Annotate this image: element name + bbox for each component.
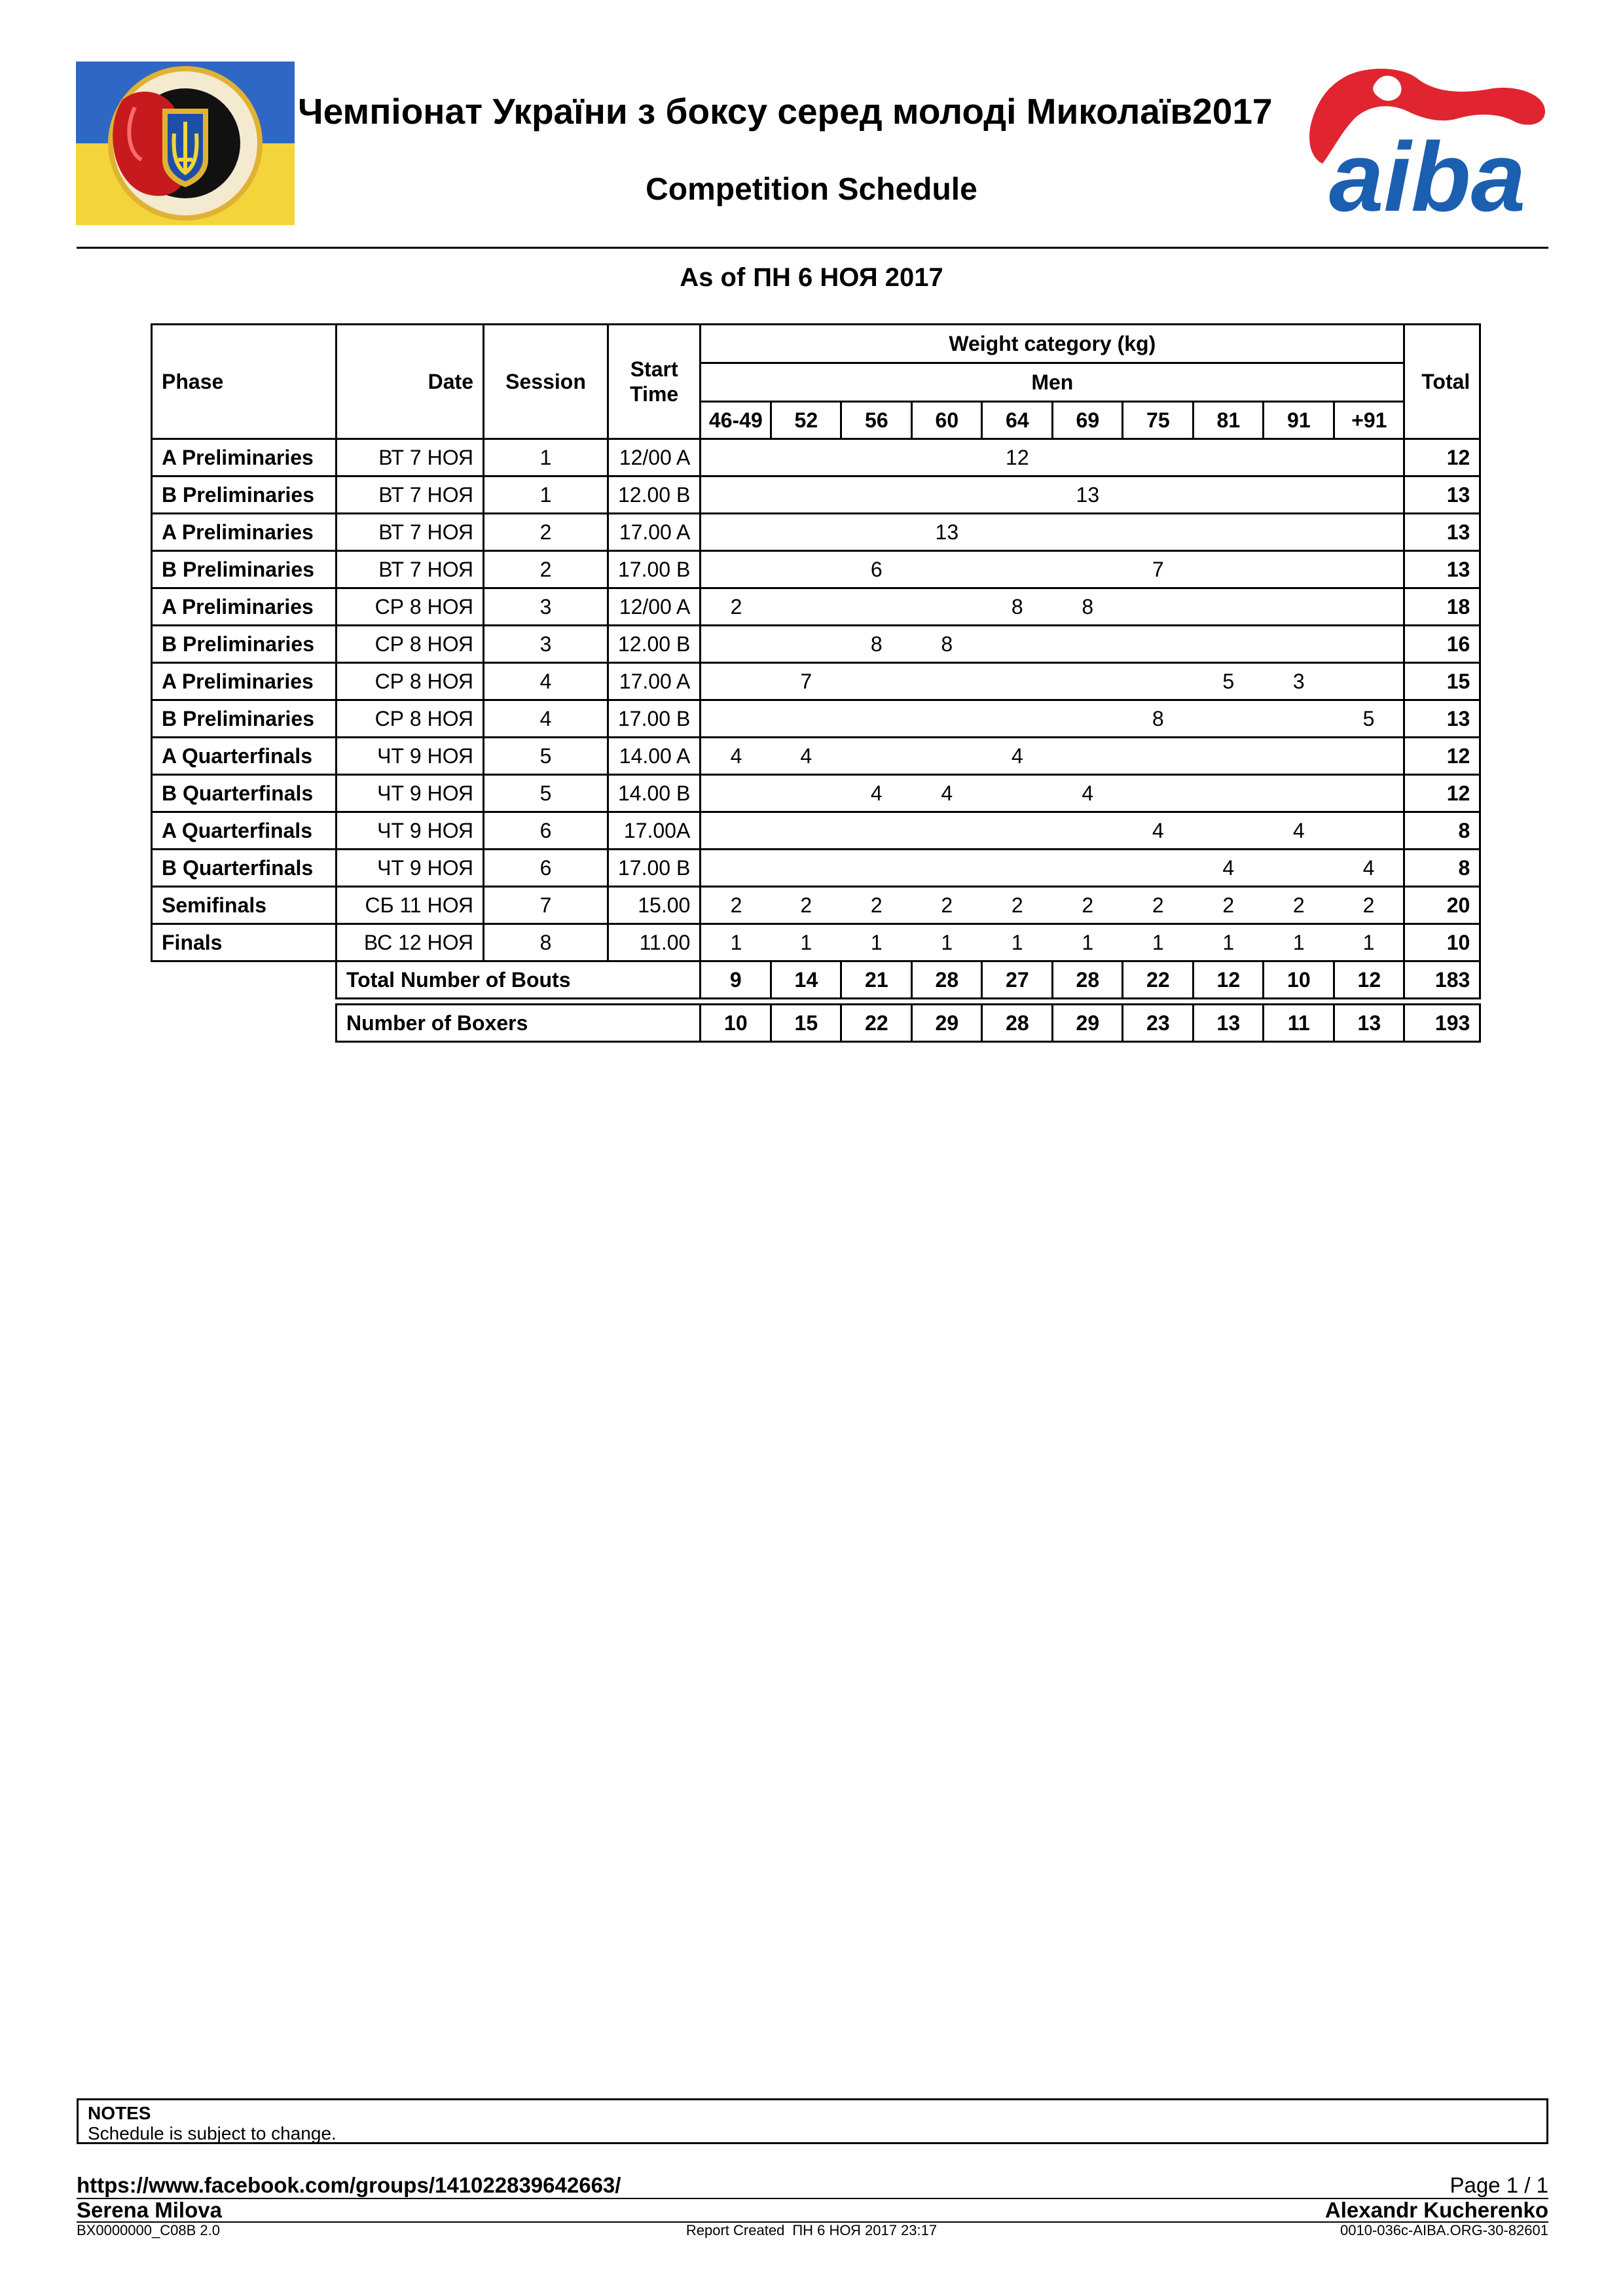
weight-header: 75 — [1123, 402, 1194, 439]
bout-count-cell — [1264, 514, 1334, 551]
blank-cell — [152, 999, 337, 1005]
phase-cell: A Preliminaries — [152, 439, 337, 476]
weight-header: 56 — [841, 402, 912, 439]
weight-header: 52 — [771, 402, 841, 439]
row-total-cell: 16 — [1404, 626, 1480, 663]
bout-count-cell — [841, 850, 912, 887]
document-title: Чемпіонат України з боксу серед молоді Миколаїв2017 — [298, 91, 1273, 132]
bout-count-cell: 13 — [1053, 476, 1123, 514]
row-total-cell: 12 — [1404, 775, 1480, 812]
bout-count-cell — [1123, 850, 1194, 887]
bout-count-cell — [841, 738, 912, 775]
date-cell: СР 8 НОЯ — [337, 663, 484, 700]
bout-count-cell — [982, 850, 1053, 887]
bout-count-cell — [1123, 626, 1194, 663]
bout-count-cell — [1053, 663, 1123, 700]
bout-count-cell — [1264, 626, 1334, 663]
schedule-row — [152, 588, 1480, 626]
bout-count-cell — [771, 775, 841, 812]
bout-count-cell: 2 — [1194, 887, 1264, 924]
start-time-cell: 17.00 A — [608, 514, 701, 551]
bout-count-cell — [771, 588, 841, 626]
header-start-time: Start Time — [608, 325, 701, 439]
bout-count-cell: 8 — [841, 626, 912, 663]
bout-count-cell: 2 — [982, 887, 1053, 924]
row-total-cell: 13 — [1404, 514, 1480, 551]
date-cell: ЧТ 9 НОЯ — [337, 775, 484, 812]
date-cell: СР 8 НОЯ — [337, 700, 484, 738]
phase-cell: A Preliminaries — [152, 663, 337, 700]
start-time-cell: 12/00 A — [608, 588, 701, 626]
summary-label: Total Number of Bouts — [337, 961, 701, 999]
schedule-row — [152, 738, 1480, 775]
bout-count-cell — [912, 738, 982, 775]
bout-count-cell — [1053, 738, 1123, 775]
bout-count-cell — [841, 700, 912, 738]
phase-cell: A Preliminaries — [152, 514, 337, 551]
bout-count-cell — [701, 626, 771, 663]
bout-count-cell — [1334, 626, 1404, 663]
bout-count-cell: 4 — [982, 738, 1053, 775]
start-time-cell: 17.00A — [608, 812, 701, 850]
report-created-date: ПН 6 НОЯ 2017 23:17 — [792, 2222, 938, 2238]
bout-count-cell — [841, 588, 912, 626]
header-weight-category: Weight category (kg) — [701, 325, 1404, 363]
footer-right-name: Alexandr Kucherenko — [1324, 2198, 1548, 2222]
summary-count-cell: 28 — [982, 1005, 1053, 1042]
start-time-cell: 12.00 B — [608, 476, 701, 514]
footer-left-name: Serena Milova — [77, 2198, 222, 2222]
report-created-label: Report Created — [685, 2222, 785, 2238]
bout-count-cell: 1 — [1194, 924, 1264, 961]
bout-count-cell: 2 — [1334, 887, 1404, 924]
row-total-cell: 8 — [1404, 850, 1480, 887]
bout-count-cell — [1194, 476, 1264, 514]
bout-count-cell — [982, 812, 1053, 850]
row-total-cell: 8 — [1404, 812, 1480, 850]
session-cell: 2 — [484, 551, 608, 588]
bout-count-cell — [771, 514, 841, 551]
summary-count-cell: 22 — [841, 1005, 912, 1042]
bout-count-cell — [1264, 850, 1334, 887]
weight-header: 60 — [912, 402, 982, 439]
bout-count-cell: 1 — [982, 924, 1053, 961]
row-total-cell: 18 — [1404, 588, 1480, 626]
row-total-cell: 20 — [1404, 887, 1480, 924]
bout-count-cell — [982, 663, 1053, 700]
weight-header: +91 — [1334, 402, 1404, 439]
bout-count-cell — [912, 588, 982, 626]
bout-count-cell: 2 — [701, 588, 771, 626]
row-total-cell: 12 — [1404, 738, 1480, 775]
bout-count-cell: 2 — [1123, 887, 1194, 924]
bout-count-cell — [1123, 514, 1194, 551]
bout-count-cell: 2 — [912, 887, 982, 924]
bout-count-cell — [1194, 588, 1264, 626]
bout-count-cell: 8 — [912, 626, 982, 663]
blank-cell — [152, 961, 337, 999]
summary-count-cell: 27 — [982, 961, 1053, 999]
session-cell: 6 — [484, 812, 608, 850]
schedule-row — [152, 439, 1480, 476]
bout-count-cell — [1053, 850, 1123, 887]
bout-count-cell — [701, 700, 771, 738]
date-cell: ЧТ 9 НОЯ — [337, 738, 484, 775]
schedule-row — [152, 626, 1480, 663]
phase-cell: Finals — [152, 924, 337, 961]
schedule-summary — [152, 961, 1480, 1042]
bout-count-cell — [982, 476, 1053, 514]
bout-count-cell: 5 — [1194, 663, 1264, 700]
date-cell: ВС 12 НОЯ — [337, 924, 484, 961]
bout-count-cell — [982, 626, 1053, 663]
as-of-line — [0, 263, 1623, 293]
bout-count-cell — [701, 850, 771, 887]
bout-count-cell — [1053, 439, 1123, 476]
start-time-cell: 12.00 B — [608, 626, 701, 663]
bout-count-cell — [701, 439, 771, 476]
session-cell: 6 — [484, 850, 608, 887]
bout-count-cell — [1053, 626, 1123, 663]
phase-cell: B Preliminaries — [152, 551, 337, 588]
weight-header: 81 — [1194, 402, 1264, 439]
bout-count-cell — [771, 476, 841, 514]
notes-title: NOTES — [88, 2103, 151, 2123]
aiba-logo — [1303, 65, 1552, 216]
bout-count-cell — [1264, 700, 1334, 738]
session-cell: 1 — [484, 476, 608, 514]
bout-count-cell — [1123, 738, 1194, 775]
bout-count-cell — [771, 626, 841, 663]
bout-count-cell: 4 — [701, 738, 771, 775]
bout-count-cell — [1123, 439, 1194, 476]
session-cell: 3 — [484, 626, 608, 663]
bout-count-cell: 8 — [1053, 588, 1123, 626]
row-total-cell: 12 — [1404, 439, 1480, 476]
bout-count-cell — [1264, 551, 1334, 588]
date-cell: ВТ 7 НОЯ — [337, 551, 484, 588]
bout-count-cell — [1264, 439, 1334, 476]
header-gender: Men — [701, 363, 1404, 402]
bout-count-cell: 7 — [771, 663, 841, 700]
start-time-cell: 17.00 A — [608, 663, 701, 700]
session-cell: 5 — [484, 775, 608, 812]
header-phase: Phase — [152, 325, 337, 439]
start-time-cell: 17.00 B — [608, 850, 701, 887]
as-of-date: ПН 6 НОЯ 2017 — [753, 263, 943, 292]
summary-count-cell: 11 — [1264, 1005, 1334, 1042]
date-cell: ВТ 7 НОЯ — [337, 514, 484, 551]
bout-count-cell — [982, 514, 1053, 551]
bout-count-cell — [841, 476, 912, 514]
bout-count-cell — [1194, 514, 1264, 551]
bout-count-cell: 4 — [1123, 812, 1194, 850]
session-cell: 4 — [484, 663, 608, 700]
bout-count-cell: 2 — [1053, 887, 1123, 924]
bout-count-cell: 1 — [841, 924, 912, 961]
bout-count-cell: 1 — [771, 924, 841, 961]
summary-count-cell: 28 — [1053, 961, 1123, 999]
header-divider — [77, 247, 1548, 249]
bout-count-cell — [1123, 663, 1194, 700]
date-cell: СР 8 НОЯ — [337, 588, 484, 626]
gap-cell — [337, 999, 1480, 1005]
summary-count-cell: 23 — [1123, 1005, 1194, 1042]
header-session: Session — [484, 325, 608, 439]
summary-total-cell: 193 — [1404, 1005, 1480, 1042]
weight-header: 69 — [1053, 402, 1123, 439]
weight-header: 91 — [1264, 402, 1334, 439]
schedule-row — [152, 812, 1480, 850]
schedule-body — [152, 439, 1480, 961]
bout-count-cell — [1194, 738, 1264, 775]
start-time-cell: 14.00 B — [608, 775, 701, 812]
summary-count-cell: 22 — [1123, 961, 1194, 999]
as-of-label: As of — [680, 263, 746, 292]
bout-count-cell — [912, 663, 982, 700]
footer-page-number: Page 1 / 1 — [1450, 2173, 1548, 2197]
schedule-row — [152, 775, 1480, 812]
bout-count-cell — [1334, 775, 1404, 812]
session-cell: 7 — [484, 887, 608, 924]
bout-count-cell — [1053, 700, 1123, 738]
bout-count-cell — [841, 439, 912, 476]
weight-header: 64 — [982, 402, 1053, 439]
session-cell: 1 — [484, 439, 608, 476]
bout-count-cell — [1194, 439, 1264, 476]
bout-count-cell: 4 — [1194, 850, 1264, 887]
bout-count-cell — [1264, 775, 1334, 812]
start-time-cell: 12/00 A — [608, 439, 701, 476]
bout-count-cell — [1334, 476, 1404, 514]
date-cell: СР 8 НОЯ — [337, 626, 484, 663]
bout-count-cell: 2 — [1264, 887, 1334, 924]
bout-count-cell: 1 — [1334, 924, 1404, 961]
start-time-cell: 15.00 — [608, 887, 701, 924]
bout-count-cell — [982, 775, 1053, 812]
schedule-row — [152, 551, 1480, 588]
bout-count-cell: 4 — [1264, 812, 1334, 850]
footer-url-link[interactable]: https://www.facebook.com/groups/141022839642663/ — [77, 2173, 621, 2197]
bout-count-cell — [701, 514, 771, 551]
footer-reference: 0010-036c-AIBA.ORG-30-82601 — [1340, 2222, 1548, 2238]
bout-count-cell: 4 — [841, 775, 912, 812]
header-total: Total — [1404, 325, 1480, 439]
bout-count-cell — [1194, 700, 1264, 738]
bout-count-cell: 8 — [982, 588, 1053, 626]
summary-row — [152, 1005, 1480, 1042]
bout-count-cell — [1264, 738, 1334, 775]
bout-count-cell — [1194, 775, 1264, 812]
schedule-row — [152, 887, 1480, 924]
bout-count-cell: 8 — [1123, 700, 1194, 738]
summary-count-cell: 9 — [701, 961, 771, 999]
bout-count-cell: 1 — [1053, 924, 1123, 961]
summary-count-cell: 29 — [1053, 1005, 1123, 1042]
bout-count-cell — [912, 700, 982, 738]
start-time-cell: 17.00 B — [608, 700, 701, 738]
session-cell: 4 — [484, 700, 608, 738]
bout-count-cell — [1123, 476, 1194, 514]
bout-count-cell — [1194, 626, 1264, 663]
bout-count-cell — [1334, 551, 1404, 588]
date-cell: СБ 11 НОЯ — [337, 887, 484, 924]
schedule-row — [152, 700, 1480, 738]
bout-count-cell — [771, 551, 841, 588]
schedule-row — [152, 850, 1480, 887]
bout-count-cell — [1123, 588, 1194, 626]
start-time-cell: 14.00 A — [608, 738, 701, 775]
row-total-cell: 13 — [1404, 476, 1480, 514]
bout-count-cell: 1 — [1264, 924, 1334, 961]
summary-count-cell: 12 — [1194, 961, 1264, 999]
bout-count-cell — [771, 700, 841, 738]
aiba-glove-icon — [1303, 65, 1552, 216]
start-time-cell: 17.00 B — [608, 551, 701, 588]
schedule-row — [152, 476, 1480, 514]
bout-count-cell: 1 — [912, 924, 982, 961]
summary-count-cell: 12 — [1334, 961, 1404, 999]
phase-cell: B Quarterfinals — [152, 850, 337, 887]
bout-count-cell: 3 — [1264, 663, 1334, 700]
session-cell: 8 — [484, 924, 608, 961]
bout-count-cell — [1264, 588, 1334, 626]
bout-count-cell: 13 — [912, 514, 982, 551]
phase-cell: A Quarterfinals — [152, 812, 337, 850]
schedule-row — [152, 924, 1480, 961]
bout-count-cell — [701, 775, 771, 812]
bout-count-cell — [1123, 775, 1194, 812]
phase-cell: Semifinals — [152, 887, 337, 924]
bout-count-cell — [701, 812, 771, 850]
bout-count-cell — [1334, 514, 1404, 551]
summary-count-cell: 15 — [771, 1005, 841, 1042]
bout-count-cell — [841, 514, 912, 551]
summary-gap — [152, 999, 1480, 1005]
bout-count-cell: 2 — [841, 887, 912, 924]
summary-count-cell: 10 — [1264, 961, 1334, 999]
bout-count-cell — [1264, 476, 1334, 514]
bout-count-cell — [1334, 738, 1404, 775]
bout-count-cell — [1053, 551, 1123, 588]
summary-count-cell: 29 — [912, 1005, 982, 1042]
summary-count-cell: 10 — [701, 1005, 771, 1042]
bout-count-cell: 5 — [1334, 700, 1404, 738]
phase-cell: B Preliminaries — [152, 476, 337, 514]
row-total-cell: 15 — [1404, 663, 1480, 700]
bout-count-cell — [771, 812, 841, 850]
summary-count-cell: 21 — [841, 961, 912, 999]
date-cell: ВТ 7 НОЯ — [337, 439, 484, 476]
bout-count-cell — [701, 476, 771, 514]
row-total-cell: 13 — [1404, 700, 1480, 738]
bout-count-cell: 4 — [912, 775, 982, 812]
bout-count-cell — [771, 850, 841, 887]
bout-count-cell: 2 — [701, 887, 771, 924]
bout-count-cell — [1334, 439, 1404, 476]
bout-count-cell — [912, 812, 982, 850]
notes-box — [77, 2098, 1548, 2144]
session-cell: 5 — [484, 738, 608, 775]
start-time-cell: 11.00 — [608, 924, 701, 961]
date-cell: ЧТ 9 НОЯ — [337, 812, 484, 850]
bout-count-cell: 1 — [1123, 924, 1194, 961]
bout-count-cell — [771, 439, 841, 476]
summary-count-cell: 14 — [771, 961, 841, 999]
row-total-cell: 10 — [1404, 924, 1480, 961]
bout-count-cell — [1053, 514, 1123, 551]
aiba-wordmark: aiba — [1329, 122, 1526, 216]
summary-count-cell: 13 — [1194, 1005, 1264, 1042]
bout-count-cell: 12 — [982, 439, 1053, 476]
bout-count-cell: 1 — [701, 924, 771, 961]
summary-row — [152, 961, 1480, 999]
bout-count-cell — [912, 439, 982, 476]
document-subtitle: Competition Schedule — [646, 172, 977, 207]
phase-cell: B Preliminaries — [152, 626, 337, 663]
bout-count-cell — [982, 551, 1053, 588]
bout-count-cell — [841, 663, 912, 700]
summary-count-cell: 13 — [1334, 1005, 1404, 1042]
bout-count-cell — [982, 700, 1053, 738]
bout-count-cell — [912, 476, 982, 514]
phase-cell: B Quarterfinals — [152, 775, 337, 812]
bout-count-cell: 2 — [771, 887, 841, 924]
date-cell: ВТ 7 НОЯ — [337, 476, 484, 514]
bout-count-cell: 7 — [1123, 551, 1194, 588]
bout-count-cell: 4 — [771, 738, 841, 775]
bout-count-cell: 6 — [841, 551, 912, 588]
bout-count-cell: 4 — [1053, 775, 1123, 812]
footer-code: BX0000000_C08B 2.0 — [77, 2222, 220, 2238]
schedule-row — [152, 663, 1480, 700]
bout-count-cell — [1334, 663, 1404, 700]
bout-count-cell — [912, 551, 982, 588]
bout-count-cell — [841, 812, 912, 850]
phase-cell: A Quarterfinals — [152, 738, 337, 775]
blank-cell — [152, 1005, 337, 1042]
summary-total-cell: 183 — [1404, 961, 1480, 999]
phase-cell: B Preliminaries — [152, 700, 337, 738]
notes-text: Schedule is subject to change. — [88, 2123, 337, 2144]
bout-count-cell — [1053, 812, 1123, 850]
phase-cell: A Preliminaries — [152, 588, 337, 626]
bout-count-cell — [1334, 588, 1404, 626]
bout-count-cell — [701, 663, 771, 700]
date-cell: ЧТ 9 НОЯ — [337, 850, 484, 887]
bout-count-cell — [1194, 812, 1264, 850]
bout-count-cell — [701, 551, 771, 588]
bout-count-cell — [1194, 551, 1264, 588]
bout-count-cell — [1334, 812, 1404, 850]
summary-count-cell: 28 — [912, 961, 982, 999]
header-date: Date — [337, 325, 484, 439]
row-total-cell: 13 — [1404, 551, 1480, 588]
weight-header: 46-49 — [701, 402, 771, 439]
competition-schedule-table — [151, 323, 1481, 1043]
schedule-row — [152, 514, 1480, 551]
bout-count-cell — [912, 850, 982, 887]
summary-label: Number of Boxers — [337, 1005, 701, 1042]
bout-count-cell: 4 — [1334, 850, 1404, 887]
session-cell: 3 — [484, 588, 608, 626]
session-cell: 2 — [484, 514, 608, 551]
